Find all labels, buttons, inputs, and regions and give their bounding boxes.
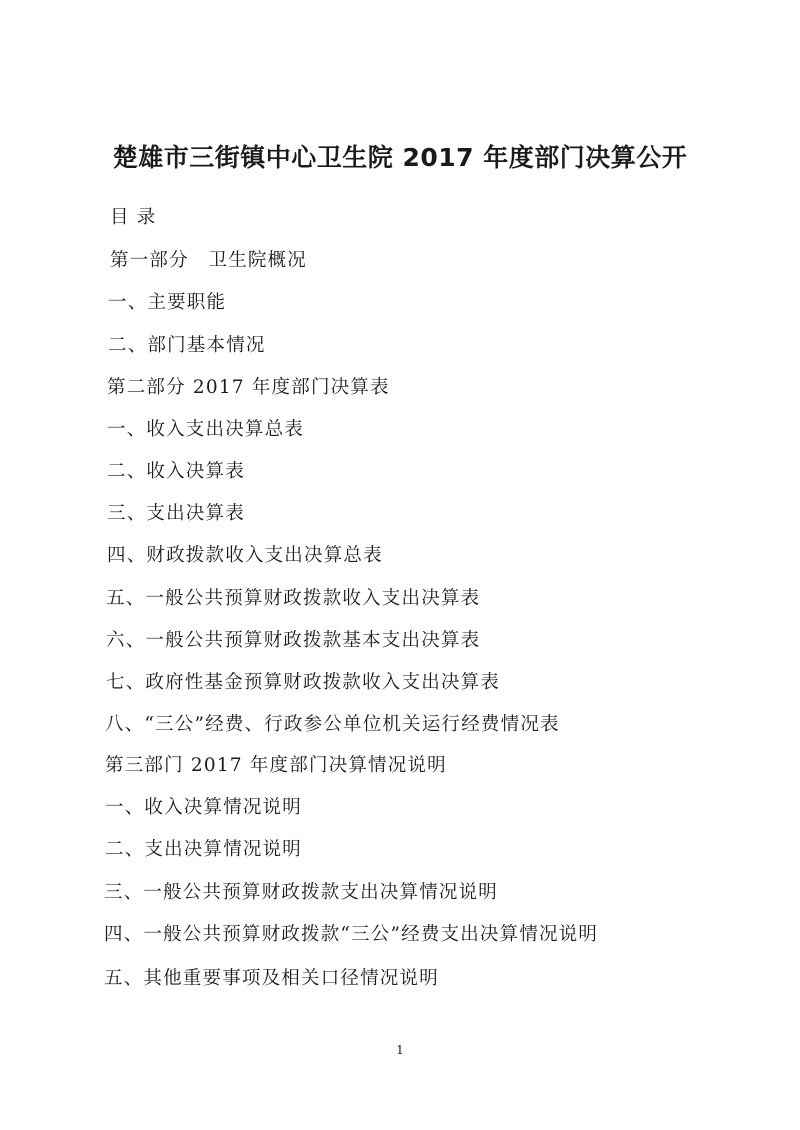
toc-item: 一、收入决算情况说明 xyxy=(105,797,303,818)
toc-item: 三、支出决算表 xyxy=(107,503,245,524)
toc-item: 一、主要职能 xyxy=(108,292,227,313)
toc-item: 五、一般公共预算财政拨款收入支出决算表 xyxy=(106,588,481,609)
toc-item: 二、收入决算表 xyxy=(107,461,245,482)
page-number: 1 xyxy=(396,1043,404,1057)
toc-item: 五、其他重要事项及相关口径情况说明 xyxy=(104,968,439,989)
toc-item: 四、财政拨款收入支出决算总表 xyxy=(107,545,383,566)
toc-item: 一、收入支出决算总表 xyxy=(107,419,305,440)
toc-item: 七、政府性基金预算财政拨款收入支出决算表 xyxy=(106,672,501,693)
toc-item: 三、一般公共预算财政拨款支出决算情况说明 xyxy=(104,882,499,903)
part1-heading: 第一部分 卫生院概况 xyxy=(110,250,308,271)
part2-heading: 第二部分 2017 年度部门决算表 xyxy=(107,377,390,398)
toc-item: 六、一般公共预算财政拨款基本支出决算表 xyxy=(106,630,481,651)
toc-item: 四、一般公共预算财政拨款“三公”经费支出决算情况说明 xyxy=(104,924,599,945)
toc-item: 二、部门基本情况 xyxy=(108,335,266,356)
document-title: 楚雄市三街镇中心卫生院 2017 年度部门决算公开 xyxy=(112,143,688,172)
toc-item: 二、支出决算情况说明 xyxy=(105,839,303,860)
part3-heading: 第三部门 2017 年度部门决算情况说明 xyxy=(105,755,447,776)
toc-item: 八、“三公”经费、行政参公单位机关运行经费情况表 xyxy=(105,714,560,735)
toc-heading: 目 录 xyxy=(110,207,157,228)
